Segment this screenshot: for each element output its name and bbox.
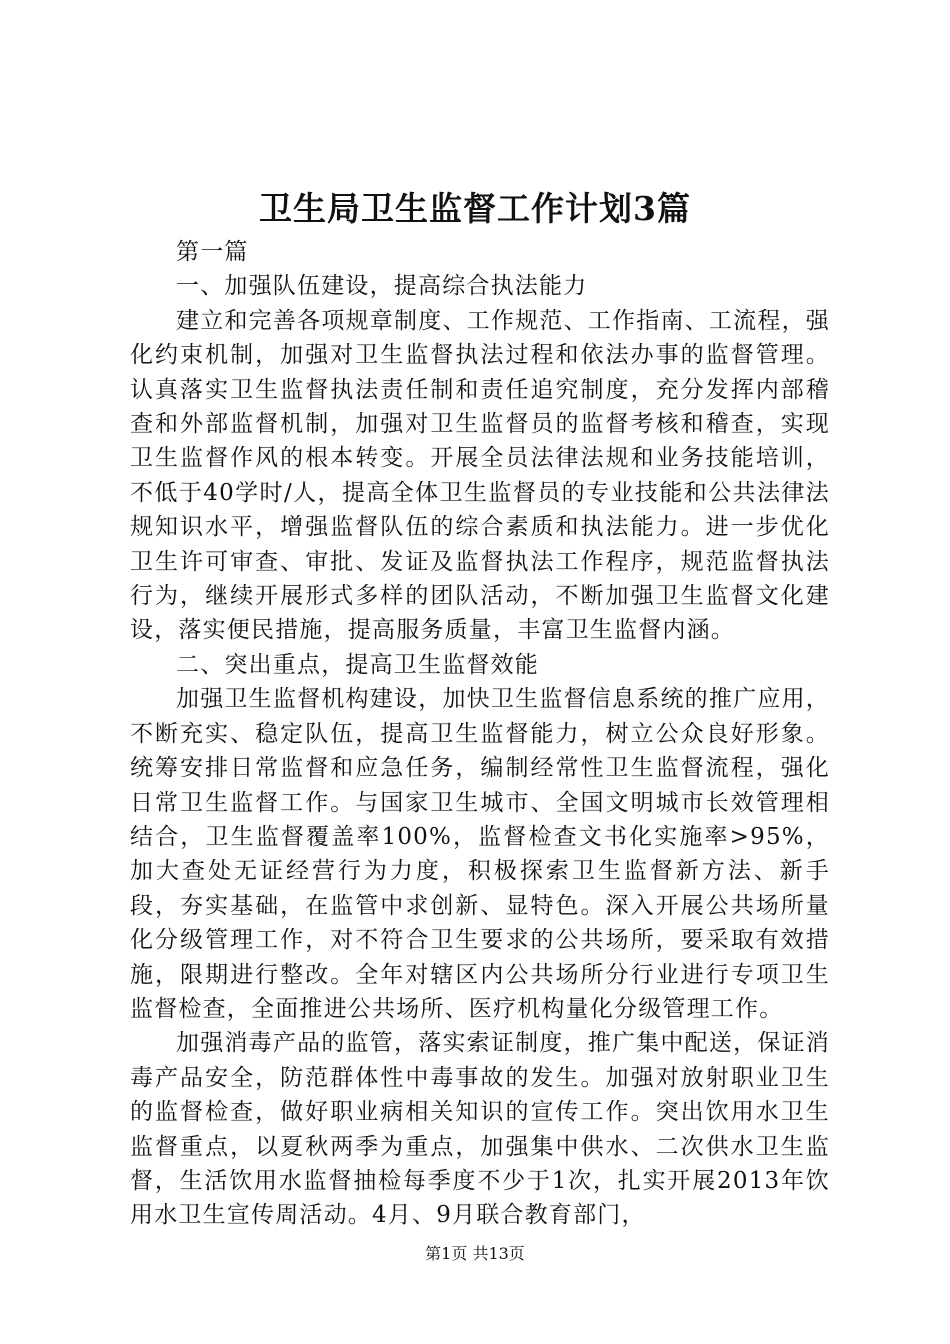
section-heading-part-one: 第一篇 [176,239,249,265]
subsection-heading-team-building: 一、加强队伍建设，提高综合执法能力 [176,273,588,300]
document-body [130,235,830,1233]
subsection-heading-key-focus: 二、突出重点，提高卫生监督效能 [176,651,539,678]
paragraph-supervision-institution: 加强卫生监督机构建设，加快卫生监督信息系统的推广应用，不断充实、稳定队伍，提高卫生监督能力，树立公众良好形象。统筹安排日常监督和应急任务，编制经常性卫生监督流程，强化日常卫生监督工作。与国家卫生城市、全国文明城市长效管理相结合，卫生监督覆盖率100%，监督检查文书化实施率>95%，加大查处无证经营行为力度，积极探索卫生监督新方法、新手段，夯实基础，在监管中求创新、显特色。深入开展公共场所量化分级管理工作，对不符合卫生要求的公共场所，要采取有效措施，限期进行整改。全年对辖区内公共场所分行业进行专项卫生监督检查，全面推进公共场所、医疗机构量化分级管理工作。 [130,686,830,1022]
paragraph-disinfection-products: 加强消毒产品的监管，落实索证制度，推广集中配送，保证消毒产品安全，防范群体性中毒事故的发生。加强对放射职业卫生的监督检查，做好职业病相关知识的宣传工作。突出饮用水卫生监督重点，以夏秋两季为重点，加强集中供水、二次供水卫生监督，生活饮用水监督抽检每季度不少于1次，扎实开展2013年饮用水卫生宣传周活动。4月、9月联合教育部门， [130,1030,830,1229]
page-footer: 第1页 共13页 [425,1244,525,1263]
document-title: 卫生局卫生监督工作计划3篇 [259,189,691,228]
paragraph-team-building: 建立和完善各项规章制度、工作规范、工作指南、工流程，强化约束机制，加强对卫生监督执法过程和依法办事的监督管理。认真落实卫生监督执法责任制和责任追究制度，充分发挥内部稽查和外部监督机制，加强对卫生监督员的监督考核和稽查，实现卫生监督作风的根本转变。开展全员法律法规和业务技能培训，不低于40学时/人，提高全体卫生监督员的专业技能和公共法律法规知识水平，增强监督队伍的综合素质和执法能力。进一步优化卫生许可审查、审批、发证及监督执法工作程序，规范监督执法行为，继续开展形式多样的团队活动，不断加强卫生监督文化建设，落实便民措施，提高服务质量，丰富卫生监督内涵。 [130,307,830,644]
